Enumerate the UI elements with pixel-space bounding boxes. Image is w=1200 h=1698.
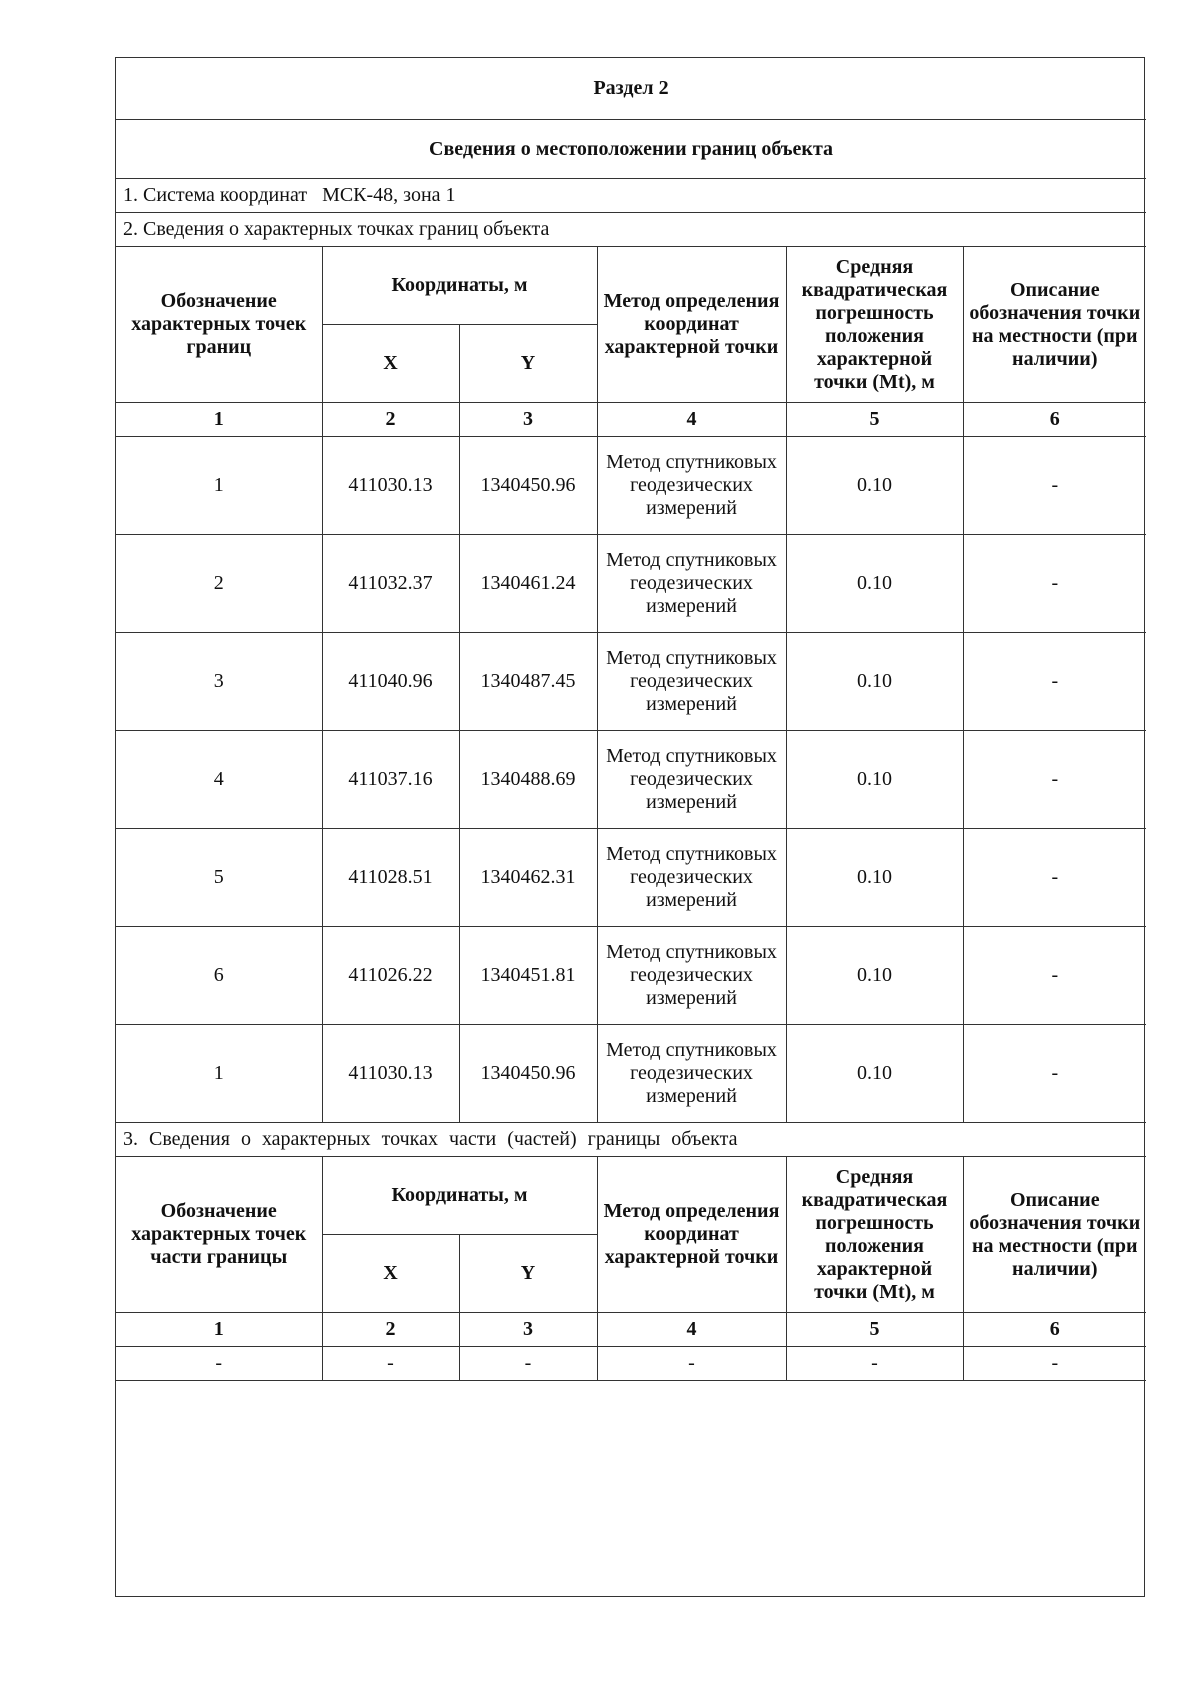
- point-y: 1340451.81: [459, 927, 597, 1025]
- point-id: 1: [116, 437, 322, 535]
- point-x: 411032.37: [322, 535, 459, 633]
- column-number: 2: [322, 403, 459, 437]
- table-row: [116, 633, 1146, 731]
- point-y: 1340461.24: [459, 535, 597, 633]
- header-mean-error: Средняя квадратическая погрешность положения характерной точки (Mt), м: [786, 247, 963, 403]
- column-number: 4: [597, 403, 786, 437]
- point-y: 1340487.45: [459, 633, 597, 731]
- point-id: 3: [116, 633, 322, 731]
- section-title: Раздел 2: [116, 58, 1146, 120]
- table-row: [116, 535, 1146, 633]
- point-mt: 0.10: [786, 437, 963, 535]
- coordinate-system-label: 1. Система координат: [123, 184, 308, 206]
- point-method: Метод спутниковых геодезических измерений: [597, 437, 786, 535]
- header-part-point-designation: Обозначение характерных точек части границы: [116, 1157, 322, 1313]
- point-x: 411037.16: [322, 731, 459, 829]
- column-number: 5: [786, 1313, 963, 1347]
- section2-heading-row: [116, 213, 1146, 247]
- point-description: -: [963, 731, 1146, 829]
- point-mt: 0.10: [786, 633, 963, 731]
- header-description: Описание обозначения точки на местности (при наличии): [963, 1157, 1146, 1313]
- point-description: -: [963, 829, 1146, 927]
- point-description: -: [963, 633, 1146, 731]
- part-point-method: -: [597, 1347, 786, 1381]
- table-row: [116, 731, 1146, 829]
- point-mt: 0.10: [786, 1025, 963, 1123]
- point-y: 1340462.31: [459, 829, 597, 927]
- column-number: 3: [459, 403, 597, 437]
- point-x: 411028.51: [322, 829, 459, 927]
- point-method: Метод спутниковых геодезических измерений: [597, 927, 786, 1025]
- point-description: -: [963, 535, 1146, 633]
- point-x: 411026.22: [322, 927, 459, 1025]
- header-x: X: [322, 1235, 459, 1313]
- point-y: 1340450.96: [459, 1025, 597, 1123]
- boundary-table: [116, 58, 1146, 1381]
- column-number: 1: [116, 403, 322, 437]
- part-point-y: -: [459, 1347, 597, 1381]
- column-number: 6: [963, 403, 1146, 437]
- point-method: Метод спутниковых геодезических измерений: [597, 535, 786, 633]
- subtitle-row: [116, 120, 1146, 179]
- column-number: 2: [322, 1313, 459, 1347]
- point-y: 1340488.69: [459, 731, 597, 829]
- point-mt: 0.10: [786, 535, 963, 633]
- header-y: Y: [459, 325, 597, 403]
- header-coordinates: Координаты, м: [322, 247, 597, 325]
- point-x: 411030.13: [322, 437, 459, 535]
- point-id: 1: [116, 1025, 322, 1123]
- header-coordinates: Координаты, м: [322, 1157, 597, 1235]
- section2-column-numbers: [116, 403, 1146, 437]
- section2-heading: 2. Сведения о характерных точках границ объекта: [116, 213, 1146, 247]
- point-id: 5: [116, 829, 322, 927]
- point-method: Метод спутниковых геодезических измерений: [597, 633, 786, 731]
- coordinate-system-row: [116, 179, 1146, 213]
- section3-header-row: [116, 1157, 1146, 1235]
- header-y: Y: [459, 1235, 597, 1313]
- point-method: Метод спутниковых геодезических измерений: [597, 1025, 786, 1123]
- table-row: [116, 437, 1146, 535]
- coordinate-system-cell: [116, 179, 1146, 213]
- table-row: [116, 829, 1146, 927]
- part-point-mt: -: [786, 1347, 963, 1381]
- point-method: Метод спутниковых геодезических измерений: [597, 731, 786, 829]
- part-point-x: -: [322, 1347, 459, 1381]
- header-description: Описание обозначения точки на местности (при наличии): [963, 247, 1146, 403]
- column-number: 6: [963, 1313, 1146, 1347]
- point-id: 4: [116, 731, 322, 829]
- table-row: [116, 1347, 1146, 1381]
- header-mean-error: Средняя квадратическая погрешность положения характерной точки (Mt), м: [786, 1157, 963, 1313]
- point-y: 1340450.96: [459, 437, 597, 535]
- header-x: X: [322, 325, 459, 403]
- coordinate-system-value: МСК-48, зона 1: [322, 184, 456, 206]
- point-description: -: [963, 437, 1146, 535]
- header-point-designation: Обозначение характерных точек границ: [116, 247, 322, 403]
- point-description: -: [963, 927, 1146, 1025]
- document-sheet: [115, 57, 1145, 1597]
- part-point-id: -: [116, 1347, 322, 1381]
- column-number: 5: [786, 403, 963, 437]
- section2-header-row: [116, 247, 1146, 325]
- column-number: 4: [597, 1313, 786, 1347]
- point-id: 6: [116, 927, 322, 1025]
- point-mt: 0.10: [786, 731, 963, 829]
- point-mt: 0.10: [786, 829, 963, 927]
- column-number: 3: [459, 1313, 597, 1347]
- point-description: -: [963, 1025, 1146, 1123]
- table-row: [116, 927, 1146, 1025]
- point-mt: 0.10: [786, 927, 963, 1025]
- document-subtitle: Сведения о местоположении границ объекта: [116, 120, 1146, 179]
- section3-heading-row: [116, 1123, 1146, 1157]
- header-method: Метод определения координат характерной точки: [597, 1157, 786, 1313]
- section-title-row: [116, 58, 1146, 120]
- point-id: 2: [116, 535, 322, 633]
- section3-column-numbers: [116, 1313, 1146, 1347]
- header-method: Метод определения координат характерной точки: [597, 247, 786, 403]
- point-method: Метод спутниковых геодезических измерений: [597, 829, 786, 927]
- table-row: [116, 1025, 1146, 1123]
- point-x: 411040.96: [322, 633, 459, 731]
- part-point-description: -: [963, 1347, 1146, 1381]
- point-x: 411030.13: [322, 1025, 459, 1123]
- column-number: 1: [116, 1313, 322, 1347]
- section3-heading: 3. Сведения о характерных точках части (частей) границы объекта: [116, 1123, 1146, 1157]
